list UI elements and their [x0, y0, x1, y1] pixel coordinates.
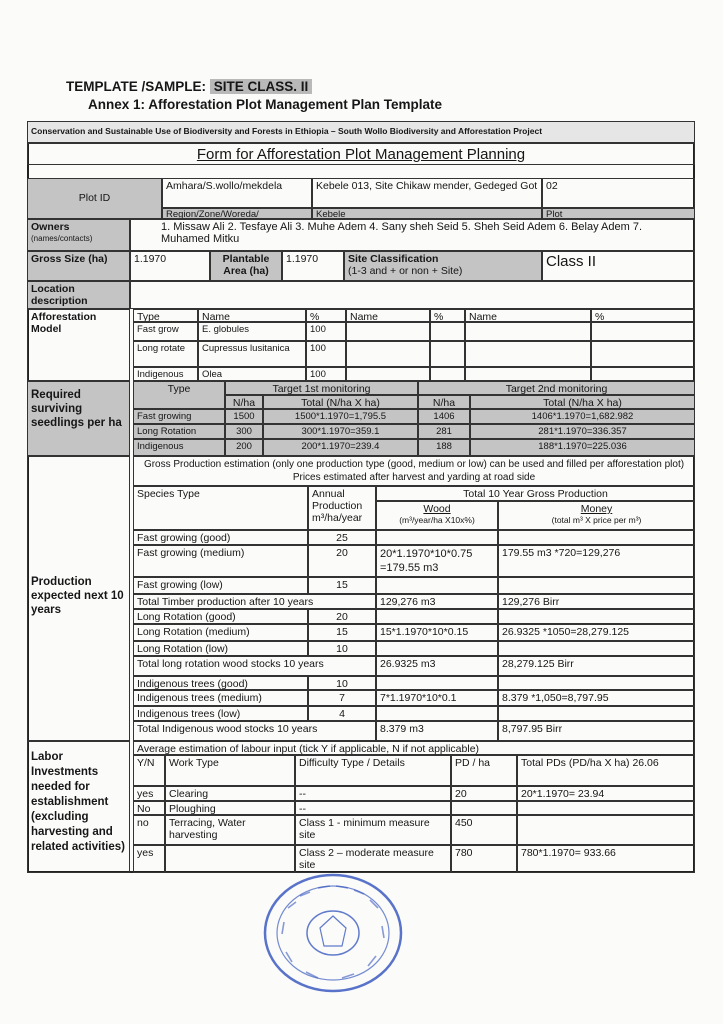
seedling-row-type: Fast growing: [133, 409, 225, 424]
prod-row-wood: [376, 706, 498, 721]
aff-row-type: Fast grow: [133, 322, 198, 341]
prod-total-label: Total long rotation wood stocks 10 years: [133, 656, 376, 676]
labor-header-total: Total PDs (PD/ha X ha) 26.06: [517, 755, 695, 786]
aff-row-empty: [591, 322, 695, 341]
prod-row-money: 26.9325 *1050=28,279.125: [498, 624, 695, 641]
prod-row-money: [498, 641, 695, 656]
aff-header-pct2: %: [430, 309, 465, 322]
seedling-row-t2: 188*1.1970=225.036: [470, 439, 695, 456]
seedling-row-n2: 281: [418, 424, 470, 439]
seedling-row-n2: 1406: [418, 409, 470, 424]
aff-row-name: Olea: [198, 367, 306, 381]
labor-row-yn: yes: [133, 845, 165, 873]
seedling-row-n1: 300: [225, 424, 263, 439]
labor-header-yn: Y/N: [133, 755, 165, 786]
labor-row-work: Ploughing: [165, 801, 295, 815]
seedling-row-t1: 1500*1.1970=1,795.5: [263, 409, 418, 424]
aff-header-name: Name: [198, 309, 306, 322]
seedling-row-n1: 1500: [225, 409, 263, 424]
aff-row-empty: [346, 322, 430, 341]
prod-row-annual: 7: [308, 690, 376, 706]
aff-row-empty: [430, 367, 465, 381]
afforestation-model-label: Afforestation Model: [27, 309, 130, 381]
prod-row-money: [498, 609, 695, 624]
species-type-header: Species Type: [133, 486, 308, 530]
labor-row-total: [517, 801, 695, 815]
labor-row-yn: no: [133, 815, 165, 845]
prod-row-wood: [376, 641, 498, 656]
plot-label: Plot: [542, 208, 695, 219]
aff-row-pct: 100: [306, 341, 346, 367]
prod-total-label: Total Timber production after 10 years: [133, 594, 376, 609]
prod-row-annual: 10: [308, 676, 376, 690]
target1-nha-header: N/ha: [225, 395, 263, 409]
owners-value: 1. Missaw Ali 2. Tesfaye Ali 3. Muhe Adem 4. Sany sheh Seid 5. Sheh Seid Adem 6. Belay Adem 7. Muhamed Mitku: [130, 219, 695, 251]
template-label: TEMPLATE /SAMPLE:: [66, 79, 206, 94]
gross-size-label: Gross Size (ha): [27, 251, 130, 281]
prod-row-money: [498, 577, 695, 594]
plantable-area-value: 1.1970: [282, 251, 344, 281]
labor-row-difficulty: Class 1 - minimum measure site: [295, 815, 451, 845]
labor-row-pd: 780: [451, 845, 517, 873]
target1-total-header: Total (N/ha X ha): [263, 395, 418, 409]
prod-row-money: 8.379 *1,050=8,797.95: [498, 690, 695, 706]
labor-row-difficulty: Class 2 – moderate measure site: [295, 845, 451, 873]
labor-row-yn: No: [133, 801, 165, 815]
project-banner: Conservation and Sustainable Use of Biodiversity and Forests in Ethiopia – South Wollo Biodiversity and Afforestation Project: [27, 121, 695, 143]
labor-row-work: Clearing: [165, 786, 295, 801]
prod-row-species: Long Rotation (medium): [133, 624, 308, 641]
wood-sub: (m³/year/ha X10x%): [399, 515, 475, 525]
prod-row-annual: 15: [308, 577, 376, 594]
labor-row-total: 780*1.1970= 933.66: [517, 845, 695, 873]
prod-row-species: Indigenous trees (good): [133, 676, 308, 690]
target2-total-header: Total (N/ha X ha): [470, 395, 695, 409]
site-classification-label: Site Classification: [348, 253, 439, 265]
prod-row-species: Fast growing (medium): [133, 545, 308, 577]
seedling-row-t1: 300*1.1970=359.1: [263, 424, 418, 439]
labor-header-difficulty: Difficulty Type / Details: [295, 755, 451, 786]
prod-row-species: Fast growing (good): [133, 530, 308, 545]
seedling-row-t2: 281*1.1970=336.357: [470, 424, 695, 439]
prod-row-money: [498, 530, 695, 545]
plot-id-label: Plot ID: [27, 178, 162, 219]
prod-row-wood: [376, 530, 498, 545]
money-header: Money: [580, 503, 613, 515]
location-value: [130, 281, 695, 309]
prod-row-species: Fast growing (low): [133, 577, 308, 594]
labor-row-difficulty: --: [295, 801, 451, 815]
prod-row-species: Indigenous trees (low): [133, 706, 308, 721]
prod-row-annual: 10: [308, 641, 376, 656]
production-label: Production expected next 10 years: [27, 456, 130, 741]
aff-row-empty: [346, 341, 430, 367]
money-header-cell: [498, 501, 695, 530]
prod-row-species: Long Rotation (good): [133, 609, 308, 624]
annex-title: Annex 1: Afforestation Plot Management Plan Template: [88, 97, 443, 112]
prod-row-annual: 25: [308, 530, 376, 545]
money-sub: (total m³ X price per m³): [551, 515, 642, 525]
prod-row-wood: [376, 609, 498, 624]
site-classification-cell: [344, 251, 542, 281]
prod-row-annual: 4: [308, 706, 376, 721]
owners-label: Owners: [31, 221, 70, 233]
plot-value: 02: [542, 178, 695, 208]
prod-row-wood: 26.9325 m3: [376, 656, 498, 676]
labor-row-pd: 450: [451, 815, 517, 845]
wood-header-cell: [376, 501, 498, 530]
prod-row-annual: 15: [308, 624, 376, 641]
seedling-row-t1: 200*1.1970=239.4: [263, 439, 418, 456]
aff-row-type: Long rotate: [133, 341, 198, 367]
target1-header: Target 1st monitoring: [225, 381, 418, 395]
target2-header: Target 2nd monitoring: [418, 381, 695, 395]
prod-row-money: [498, 676, 695, 690]
seedlings-label: Required surviving seedlings per ha: [27, 381, 130, 456]
seedling-row-n2: 188: [418, 439, 470, 456]
site-class-highlight: SITE CLASS. II: [210, 79, 313, 94]
site-class-value: Class II: [542, 251, 695, 281]
labor-row-pd: [451, 801, 517, 815]
template-heading: [66, 79, 312, 94]
prod-row-wood: 15*1.1970*10*0.15: [376, 624, 498, 641]
aff-header-pct: %: [306, 309, 346, 322]
labor-row-difficulty: --: [295, 786, 451, 801]
labor-header-work: Work Type: [165, 755, 295, 786]
prod-row-money: 129,276 Birr: [498, 594, 695, 609]
region-value: Amhara/S.wollo/mekdela: [162, 178, 312, 208]
prod-row-money: 8,797.95 Birr: [498, 721, 695, 741]
aff-header-name2: Name: [346, 309, 430, 322]
site-classification-sub: (1-3 and + or non + Site): [348, 265, 463, 277]
labor-row-total: [517, 815, 695, 845]
aff-row-empty: [465, 341, 591, 367]
region-label: Region/Zone/Woreda/: [162, 208, 312, 219]
total-production-header: Total 10 Year Gross Production: [376, 486, 695, 501]
annual-production-header: Annual Production m³/ha/year: [308, 486, 376, 530]
wood-header: Wood: [423, 503, 451, 515]
seedling-row-n1: 200: [225, 439, 263, 456]
aff-row-empty: [591, 367, 695, 381]
prod-row-species: Indigenous trees (medium): [133, 690, 308, 706]
seedling-row-type: Indigenous: [133, 439, 225, 456]
kebele-label: Kebele: [312, 208, 542, 219]
aff-header-pct3: %: [591, 309, 695, 322]
aff-row-empty: [465, 367, 591, 381]
labor-label: Labor Investments needed for establishment (excluding harvesting and related activities): [27, 741, 130, 873]
prod-row-wood: 20*1.1970*10*0.75 =179.55 m3: [376, 545, 498, 577]
official-stamp-icon: [258, 868, 408, 998]
form-title: Form for Afforestation Plot Management Planning: [27, 143, 695, 165]
seedling-row-t2: 1406*1.1970=1,682.982: [470, 409, 695, 424]
aff-row-empty: [465, 322, 591, 341]
aff-row-pct: 100: [306, 322, 346, 341]
prod-total-label: Total Indigenous wood stocks 10 years: [133, 721, 376, 741]
aff-header-name3: Name: [465, 309, 591, 322]
prod-row-wood: 7*1.1970*10*0.1: [376, 690, 498, 706]
aff-header-type: Type: [133, 309, 198, 322]
aff-row-type: Indigenous: [133, 367, 198, 381]
aff-row-empty: [430, 341, 465, 367]
aff-row-empty: [346, 367, 430, 381]
prod-row-species: Long Rotation (low): [133, 641, 308, 656]
prod-row-wood: 129,276 m3: [376, 594, 498, 609]
labor-row-yn: yes: [133, 786, 165, 801]
owners-sublabel: (names/contacts): [31, 234, 93, 243]
location-label: Location description: [27, 281, 130, 309]
prod-row-annual: 20: [308, 609, 376, 624]
labor-header-pd: PD / ha: [451, 755, 517, 786]
prod-row-money: [498, 706, 695, 721]
labor-row-pd: 20: [451, 786, 517, 801]
labor-note: Average estimation of labour input (tick Y if applicable, N if not applicable): [133, 741, 695, 755]
production-note: Gross Production estimation (only one production type (good, medium or low) can be used and filled per afforestation plot) Prices estimated after harvest and yarding at road side: [133, 456, 695, 486]
seedlings-type-header: Type: [133, 381, 225, 409]
prod-row-wood: [376, 577, 498, 594]
owners-label-cell: [27, 219, 130, 251]
aff-row-empty: [430, 322, 465, 341]
aff-row-name: Cupressus lusitanica: [198, 341, 306, 367]
aff-row-empty: [591, 341, 695, 367]
plantable-area-label: Plantable Area (ha): [210, 251, 282, 281]
prod-row-money: 28,279.125 Birr: [498, 656, 695, 676]
gross-size-value: 1.1970: [130, 251, 210, 281]
aff-row-name: E. globules: [198, 322, 306, 341]
kebele-value: Kebele 013, Site Chikaw mender, Gedeged Got: [312, 178, 542, 208]
target2-nha-header: N/ha: [418, 395, 470, 409]
prod-row-money: 179.55 m3 *720=129,276: [498, 545, 695, 577]
labor-row-total: 20*1.1970= 23.94: [517, 786, 695, 801]
aff-row-pct: 100: [306, 367, 346, 381]
prod-row-annual: 20: [308, 545, 376, 577]
prod-row-wood: [376, 676, 498, 690]
seedling-row-type: Long Rotation: [133, 424, 225, 439]
prod-row-wood: 8.379 m3: [376, 721, 498, 741]
labor-row-work: Terracing, Water harvesting: [165, 815, 295, 845]
